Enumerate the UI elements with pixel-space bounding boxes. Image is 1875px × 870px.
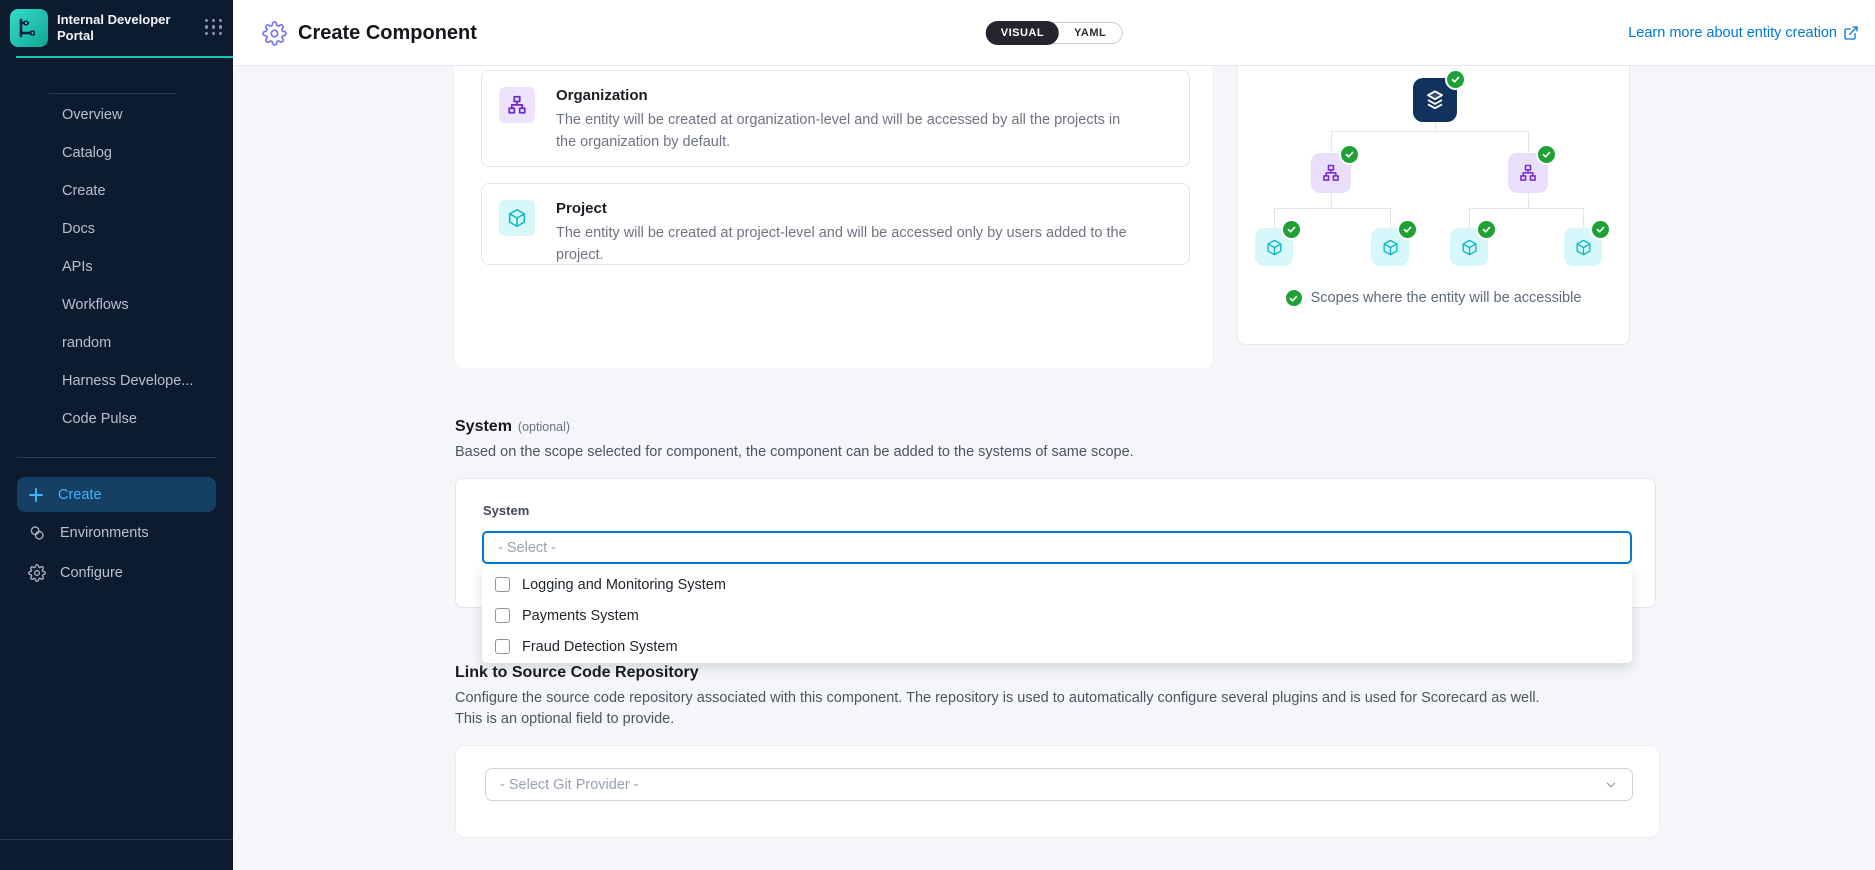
- learn-more-label: Learn more about entity creation: [1628, 25, 1837, 41]
- apps-grid-icon[interactable]: [205, 19, 223, 37]
- connector: [1390, 208, 1391, 228]
- page-title: Create Component: [298, 21, 477, 44]
- system-field-label: System: [483, 503, 530, 518]
- optional-tag: (optional): [517, 420, 571, 434]
- main-content: [233, 66, 1875, 870]
- sidebar-item-label: Configure: [60, 564, 123, 581]
- git-select-placeholder: - Select Git Provider -: [500, 776, 639, 793]
- toggle-yaml[interactable]: YAML: [1074, 26, 1107, 39]
- sidebar-item-apis[interactable]: APIs: [62, 259, 93, 275]
- project-node: [1450, 228, 1488, 266]
- sidebar-item-environments[interactable]: [17, 515, 216, 550]
- sidebar-footer-divider: [0, 839, 233, 840]
- sidebar-divider-bottom: [17, 457, 217, 458]
- toggle-visual[interactable]: VISUAL: [986, 21, 1059, 45]
- page-header: [233, 0, 1875, 66]
- org-node: [1311, 153, 1351, 193]
- sidebar-divider-top: [49, 93, 176, 94]
- project-node: [1371, 228, 1409, 266]
- connector: [1331, 131, 1529, 132]
- organization-title: Organization: [556, 87, 648, 104]
- sidebar-item-label: Environments: [60, 524, 149, 541]
- scope-cards-panel: [455, 66, 1212, 368]
- learn-more-link[interactable]: [1628, 0, 1859, 66]
- check-badge: [1286, 290, 1302, 306]
- project-tile: [499, 200, 535, 236]
- connector: [1274, 208, 1275, 228]
- dropdown-option-payments[interactable]: [482, 600, 1632, 631]
- app-logo-row[interactable]: [0, 0, 233, 55]
- sidebar: [0, 0, 233, 870]
- org-node: [1508, 153, 1548, 193]
- connector: [1331, 193, 1332, 208]
- external-link-icon: [1843, 25, 1859, 41]
- dropdown-option-fraud[interactable]: [482, 631, 1632, 662]
- organization-icon: [1521, 166, 1535, 181]
- project-cube-icon: [1577, 240, 1590, 254]
- organization-description: The entity will be created at organization-level and will be accessed by all the projects in the organization by default.: [556, 112, 1121, 150]
- connector: [1528, 131, 1529, 153]
- gear-icon: [28, 564, 46, 582]
- brand-divider: [16, 56, 233, 58]
- project-title: Project: [556, 200, 607, 217]
- check-badge: [1592, 221, 1609, 238]
- sidebar-item-catalog[interactable]: Catalog: [62, 145, 112, 161]
- connector: [1528, 193, 1529, 208]
- diagram-caption-text: Scopes where the entity will be accessible: [1310, 290, 1582, 306]
- app-title: Internal Developer Portal: [57, 11, 171, 43]
- sidebar-item-code-pulse[interactable]: Code Pulse: [62, 411, 137, 427]
- sidebar-item-workflows[interactable]: Workflows: [62, 297, 129, 313]
- scope-option-organization[interactable]: [481, 70, 1190, 167]
- project-cube-icon: [1463, 240, 1476, 254]
- system-section-description: Based on the scope selected for component, the component can be added to the systems of same scope.: [455, 444, 1134, 460]
- connector: [1583, 208, 1584, 228]
- app-logo: [10, 9, 48, 47]
- component-gear-icon: [262, 21, 287, 46]
- sidebar-item-harness-developer[interactable]: Harness Develope...: [62, 373, 194, 389]
- repo-section-description-1: Configure the source code repository associated with this component. The repository is used to automatically configure several plugins and is used for Scorecard as well.: [455, 690, 1540, 706]
- project-node: [1564, 228, 1602, 266]
- project-cube-icon: [1268, 240, 1281, 254]
- connector: [1331, 131, 1332, 153]
- check-badge: [1538, 146, 1555, 163]
- repo-section-description-2: This is an optional field to provide.: [455, 711, 675, 727]
- account-node: [1413, 78, 1457, 122]
- environments-icon: [28, 524, 46, 542]
- check-badge: [1283, 221, 1300, 238]
- scope-option-project[interactable]: [481, 183, 1190, 265]
- sidebar-item-docs[interactable]: Docs: [62, 221, 96, 237]
- connector: [1435, 122, 1436, 131]
- sidebar-item-random[interactable]: random: [62, 335, 112, 351]
- visual-yaml-toggle: [986, 22, 1123, 44]
- project-cube-icon: [1384, 240, 1397, 254]
- repo-section-heading: Link to Source Code Repository: [455, 664, 699, 681]
- option-label: Payments System: [522, 607, 639, 624]
- connector: [1469, 208, 1470, 228]
- check-badge: [1341, 146, 1358, 163]
- checkbox[interactable]: [495, 608, 510, 623]
- option-label: Fraud Detection System: [522, 638, 678, 655]
- checkbox[interactable]: [495, 577, 510, 592]
- project-node: [1255, 228, 1293, 266]
- git-provider-select[interactable]: [485, 768, 1633, 801]
- system-section-heading: System (optional): [455, 418, 571, 435]
- scope-diagram-panel: [1237, 66, 1630, 345]
- system-select[interactable]: [482, 531, 1632, 564]
- connector: [1469, 208, 1584, 209]
- system-dropdown: [482, 566, 1632, 663]
- organization-tile: [499, 87, 535, 123]
- sidebar-item-label: Create: [58, 486, 102, 503]
- sidebar-item-overview[interactable]: Overview: [62, 107, 123, 123]
- git-provider-card: [455, 745, 1660, 838]
- checkbox[interactable]: [495, 639, 510, 654]
- option-label: Logging and Monitoring System: [522, 576, 726, 593]
- system-select-placeholder: - Select -: [498, 539, 557, 556]
- stack-icon: [1422, 87, 1448, 113]
- project-description: The entity will be created at project-level and will be accessed only by users added to the project.: [556, 225, 1127, 263]
- organization-icon: [506, 94, 528, 116]
- connector: [1274, 208, 1391, 209]
- sidebar-item-configure[interactable]: [17, 555, 216, 590]
- project-cube-icon: [506, 207, 528, 229]
- dropdown-option-logging[interactable]: [482, 569, 1632, 600]
- sidebar-item-create-action[interactable]: [17, 477, 216, 512]
- check-badge: [1447, 71, 1464, 88]
- pipeline-logo-icon: [17, 16, 41, 40]
- check-badge: [1399, 221, 1416, 238]
- sidebar-nav: [0, 96, 233, 438]
- check-badge: [1478, 221, 1495, 238]
- plus-icon: [28, 487, 44, 503]
- chevron-down-icon: [1604, 778, 1618, 792]
- diagram-caption: [1238, 290, 1629, 306]
- organization-icon: [1324, 166, 1338, 181]
- sidebar-item-create[interactable]: Create: [62, 183, 106, 199]
